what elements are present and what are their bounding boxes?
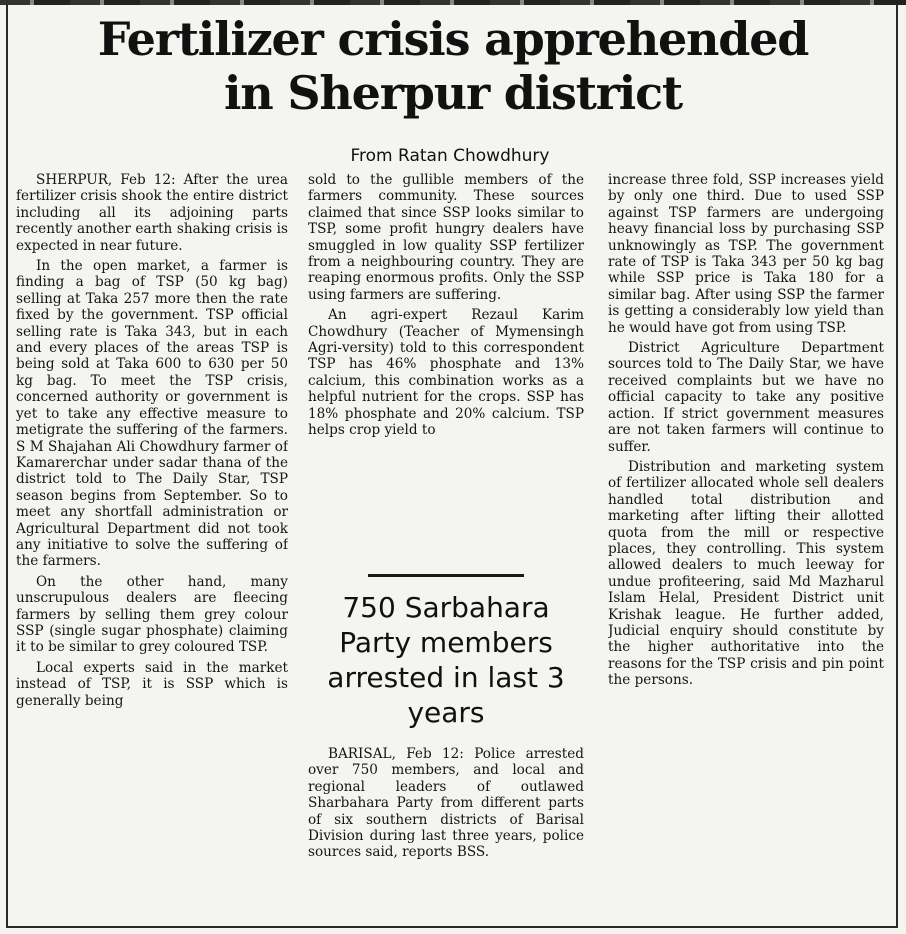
paragraph: Distribution and marketing system of fertilizer allocated whole sell dealers handled total distribution and marketing after lifting their allotted quota from the mill or respective places, they controlling. This system allowed dealers to much leeway for undue profiteering, said Md Mazharul Islam Helal, President District unit Krishak league. He further added, Judicial enquiry should constitute by the higher authoritative into the reasons for the TSP crisis and pin point the persons. [608, 458, 884, 689]
article-column-3 [608, 172, 884, 918]
paragraph: District Agriculture Department sources told to The Daily Star, we have received complaints but we have no official capacity to take any positive action. If strict government measures are not taken farmers will continue to suffer. [608, 340, 884, 455]
paragraph: An agri-expert Rezaul Karim Chowdhury (Teacher of Mymensingh Agri-versity) told to this correspondent TSP has 46% phosphate and 13% calcium, this combination works as a helpful nutrient for the crops. SSP has 18% phosphate and 20% calcium. TSP helps crop yield to [308, 307, 584, 439]
paragraph: BARISAL, Feb 12: Police arrested over 750 members, and local and regional leaders of outlawed Sharbahara Party from different parts of six southern districts of Barisal Division during last three years, police sources said, reports BSS. [308, 746, 584, 861]
article-column-1 [16, 172, 288, 918]
paragraph: increase three fold, SSP increases yield by only one third. Due to used SSP against TSP farmers are undergoing heavy financial loss by purchasing SSP unknowingly as TSP. The government rate of TSP is Taka 343 per 50 kg bag while SSP price is Taka 180 for a similar bag. After using SSP the farmer is getting a considerably low yield than he would have got from using TSP. [608, 172, 884, 336]
paragraph: On the other hand, many unscrupulous dealers are fleecing farmers by selling them grey colour SSP (single sugar phosphate) claiming it to be similar to grey coloured TSP. [16, 573, 288, 656]
second-story-headline: 750 Sarbahara Party members arrested in last 3 years [327, 591, 565, 729]
article-column-2 [308, 172, 584, 552]
second-story-body [308, 746, 584, 918]
byline: From Ratan Chowdhury [350, 146, 550, 166]
story-divider [368, 574, 524, 577]
headline-line-2: in Sherpur district [224, 66, 682, 120]
paragraph: Local experts said in the market instead of TSP, it is SSP which is generally being [16, 659, 288, 709]
paragraph: SHERPUR, Feb 12: After the urea fertilizer crisis shook the entire district including all its adjoining parts recently another earth shaking crisis is expected in near future. [16, 172, 288, 254]
main-headline [10, 12, 896, 120]
paragraph: sold to the gullible members of the farmers community. These sources claimed that since SSP looks similar to TSP, some profit hungry dealers have smuggled in low quality SSP fertilizer from a neighbouring country. They are reaping enormous profits. Only the SSP using farmers are suffering. [308, 172, 584, 303]
paragraph: In the open market, a farmer is finding a bag of TSP (50 kg bag) selling at Taka 257 more then the rate fixed by the government. TSP official selling rate is Taka 343, but in each and every places of the areas TSP is being sold at Taka 600 to 630 per 50 kg bag. To meet the TSP crisis, concerned authority or government is yet to take any effective measure to metigrate the suffering of the farmers. S M Shajahan Ali Chowdhury farmer of Kamarerchar under sadar thana of the district told to The Daily Star, TSP season begins from September. So to meet any shortfall administration or Agricultural Department did not took any initiative to solve the suffering of the farmers. [16, 258, 288, 570]
headline-line-1: Fertilizer crisis apprehended [97, 12, 809, 66]
